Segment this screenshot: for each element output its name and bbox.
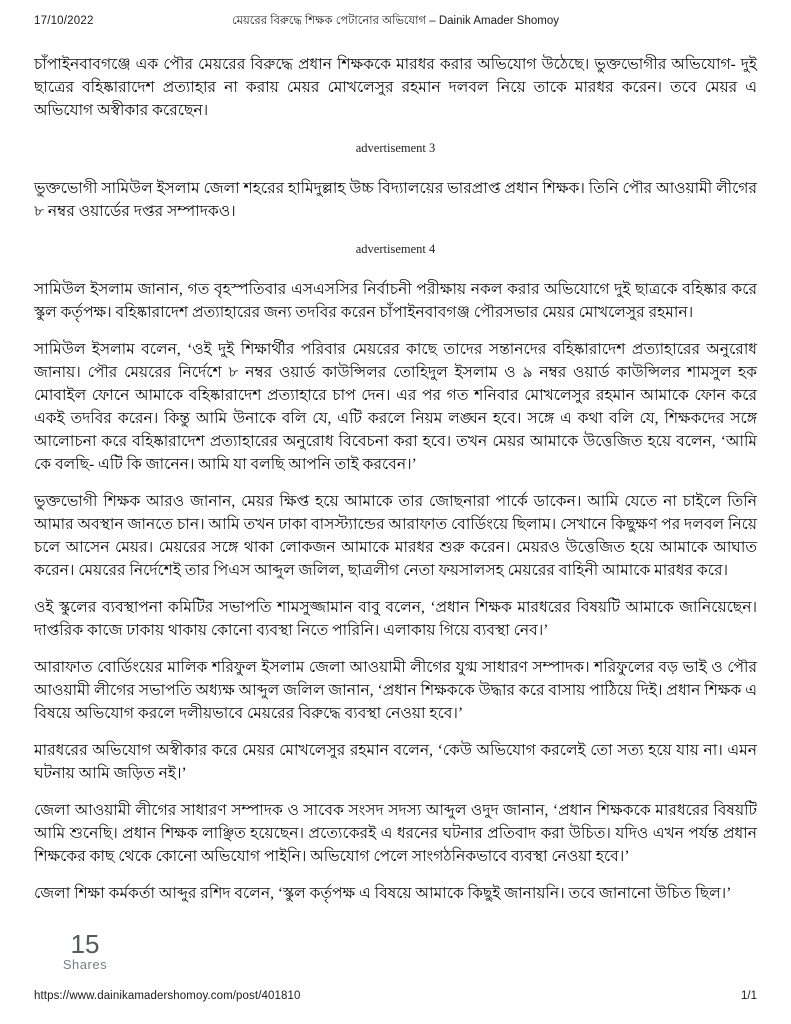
share-count-label: Shares bbox=[62, 957, 108, 973]
share-count: 15 bbox=[70, 929, 100, 959]
article-paragraph: ভুক্তভোগী শিক্ষক আরও জানান, মেয়র ক্ষিপ্ত হয়ে আমাকে তার জোছনারা পার্কে ডাকেন। আমি যেতে না চাইলে তিনি আমার অবস্থান জানতে চান। আমি তখন ঢাকা বাসস্ট্যান্ডের আরাফাত বোর্ডিংয়ে ছিলাম। সেখানে কিছুক্ষণ পর দলবল নিয়ে চলে আসেন মেয়র। মেয়রের সঙ্গে থাকা লোকজন আমাকে মারধর শুরু করেন। মেয়রও উত্তেজিত হয়ে আমাকে আঘাত করেন। মেয়রের নির্দেশেই তার পিএস আব্দুল জলিল, ছাত্রলীগ নেতা ফয়সালসহ মেয়রের বাহিনী আমাকে মারধর করে। bbox=[34, 493, 757, 579]
print-footer bbox=[34, 990, 757, 1002]
article-body bbox=[34, 53, 757, 905]
article-paragraph: আরাফাত বোর্ডিংয়ের মালিক শরিফুল ইসলাম জেলা আওয়ামী লীগের যুগ্ম সাধারণ সম্পাদক। শরিফুলের বড় ভাই ও পৌর আওয়ামী লীগের সভাপতি অধ্যক্ষ আব্দুল জলিল জানান, ‘প্রধান শিক্ষককে উদ্ধার করে বাসায় পাঠিয়ে দিই। প্রধান শিক্ষক এ বিষয়ে অভিযোগ করলে দলীয়ভাবে মেয়রের বিরুদ্ধে ব্যবস্থা নেওয়া হবে।’ bbox=[34, 659, 757, 722]
article-paragraph: ওই স্কুলের ব্যবস্থাপনা কমিটির সভাপতি শামসুজ্জামান বাবু বলেন, ‘প্রধান শিক্ষক মারধরের বিষয়টি আমাকে জানিয়েছেন। দাপ্তরিক কাজে ঢাকায় থাকায় কোনো ব্যবস্থা নিতে পারিনি। এলাকায় গিয়ে ব্যবস্থা নেব।’ bbox=[34, 599, 757, 639]
page-indicator: 1/1 bbox=[741, 990, 757, 1002]
share-counter bbox=[50, 931, 120, 972]
advertisement-label: advertisement 3 bbox=[355, 141, 436, 155]
print-date: 17/10/2022 bbox=[34, 15, 94, 27]
article-paragraph: সামিউল ইসলাম জানান, গত বৃহস্পতিবার এসএসসির নির্বাচনী পরীক্ষায় নকল করার অভিযোগে দুই ছাত্রকে বহিষ্কার করে স্কুল কর্তৃপক্ষ। বহিষ্কারাদেশ প্রত্যাহারের জন্য তদবির করেন চাঁপাইনবাবগঞ্জ পৌরসভার মেয়র মোখলেসুর রহমান। bbox=[34, 281, 757, 321]
article-paragraph: চাঁপাইনবাবগঞ্জে এক পৌর মেয়রের বিরুদ্ধে প্রধান শিক্ষককে মারধর করার অভিযোগ উঠেছে। ভুক্তভোগীর অভিযোগ- দুই ছাত্রের বহিষ্কারাদেশ প্রত্যাহার না করায় মেয়র মোখলেসুর রহমান দলবল নিয়ে তাকে মারধর করেন। তবে মেয়র এ অভিযোগ অস্বীকার করেছেন। bbox=[34, 56, 757, 119]
page-title: মেয়রের বিরুদ্ধে শিক্ষক পেটানোর অভিযোগ – Dainik Amader Shomoy bbox=[231, 15, 559, 27]
article-paragraph: ভুক্তভোগী সামিউল ইসলাম জেলা শহরের হামিদুল্লাহ উচ্চ বিদ্যালয়ের ভারপ্রাপ্ত প্রধান শিক্ষক। তিনি পৌর আওয়ামী লীগের ৮ নম্বর ওয়ার্ডের দপ্তর সম্পাদকও। bbox=[34, 180, 757, 220]
article-paragraph: সামিউল ইসলাম বলেন, ‘ওই দুই শিক্ষার্থীর পরিবার মেয়রের কাছে তাদের সন্তানদের বহিষ্কারাদেশ প্রত্যাহারের অনুরোধ জানায়। পৌর মেয়রের নির্দেশে ৮ নম্বর ওয়ার্ড কাউন্সিলর তোহিদুল ইসলাম ও ৯ নম্বর ওয়ার্ড কাউন্সিলর শামসুল হক মোবাইল ফোনে আমাকে বহিষ্কারাদেশ প্রত্যাহারে চাপ দেন। এর পর গত শনিবার মোখলেসুর রহমান আমাকে ফোন করে একই তদবির করেন। কিন্তু আমি উনাকে বলি যে, এটি করলে নিয়ম লঙ্ঘন হবে। সঙ্গে এ কথা বলি যে, শিক্ষকদের সঙ্গে আলোচনা করে বহিষ্কারাদেশ প্রত্যাহারের অনুরোধ বিবেচনা করা হবে। তখন মেয়র আমাকে উত্তেজিত হয়ে বলেন, ‘আমি কে বলছি- এটি কি জানেন। আমি যা বলছি আপনি তাই করবেন।’ bbox=[34, 341, 757, 473]
source-url: https://www.dainikamadershomoy.com/post/401810 bbox=[34, 990, 301, 1002]
article-paragraph: জেলা আওয়ামী লীগের সাধারণ সম্পাদক ও সাবেক সংসদ সদস্য আব্দুল ওদুদ জানান, ‘প্রধান শিক্ষককে মারধরের বিষয়টি আমি শুনেছি। প্রধান শিক্ষক লাঞ্ছিত হয়েছেন। প্রত্যেকেরই এ ধরনের ঘটনার প্রতিবাদ করা উচিত। যদিও এখন পর্যন্ত প্রধান শিক্ষকের কাছ থেকে কোনো অভিযোগ পাইনি। অভিযোগ পেলে সাংগঠনিকভাবে ব্যবস্থা নেওয়া হবে।’ bbox=[34, 802, 757, 865]
print-header bbox=[34, 12, 757, 31]
advertisement-label: advertisement 4 bbox=[355, 242, 436, 256]
article-paragraph: মারধরের অভিযোগ অস্বীকার করে মেয়র মোখলেসুর রহমান বলেন, ‘কেউ অভিযোগ করলেই তো সত্য হয়ে যায় না। এমন ঘটনায় আমি জড়িত নই।’ bbox=[34, 742, 757, 782]
article-paragraph: জেলা শিক্ষা কর্মকর্তা আব্দুর রশিদ বলেন, ‘স্কুল কর্তৃপক্ষ এ বিষয়ে আমাকে কিছুই জানায়নি। তবে জানানো উচিত ছিল।’ bbox=[34, 885, 732, 902]
